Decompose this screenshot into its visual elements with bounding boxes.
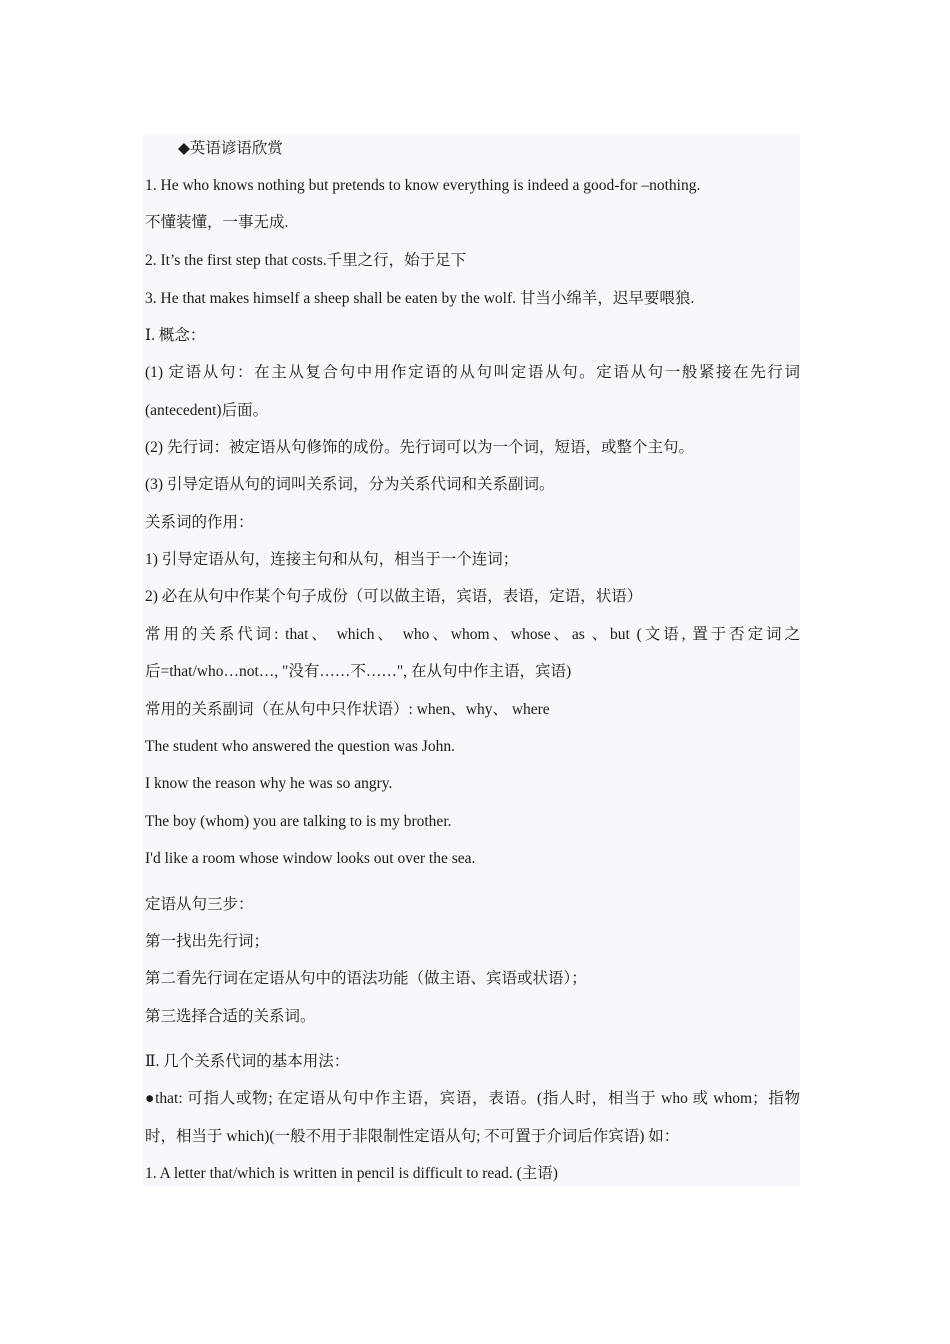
that-example-1: 1. A letter that/which is written in pencil is difficult to read. (主语) — [145, 1165, 558, 1182]
relative-pronouns-line-2: 后=that/who…not…, "没有……不……", 在从句中作主语，宾语) — [145, 663, 572, 680]
section-1-title: Ⅰ. 概念： — [145, 327, 206, 344]
proverb-2: 2. It’s the first step that costs.千里之行，始于足下 — [145, 252, 467, 269]
proverb-heading: ◆英语谚语欣赏 — [178, 140, 283, 157]
concept-3: (3) 引导定语从句的词叫关系词，分为关系代词和关系副词。 — [145, 476, 555, 493]
section-2-title: Ⅱ. 几个关系代词的基本用法： — [145, 1053, 350, 1070]
that-usage-line-1: ●that: 可指人或物; 在定语从句中作主语，宾语，表语。(指人时，相当于 who 或 whom；指物 — [145, 1090, 800, 1107]
role-1: 1) 引导定语从句，连接主句和从句，相当于一个连词； — [145, 551, 519, 568]
proverb-1-english: 1. He who knows nothing but pretends to know everything is indeed a good-for –nothing. — [145, 177, 701, 194]
role-title: 关系词的作用： — [145, 514, 254, 531]
example-3: The boy (whom) you are talking to is my brother. — [145, 813, 452, 830]
step-3: 第三选择合适的关系词。 — [145, 1008, 316, 1025]
example-1: The student who answered the question was John. — [145, 738, 455, 755]
concept-1-line-2: (antecedent)后面。 — [145, 402, 269, 419]
step-2: 第二看先行词在定语从句中的语法功能（做主语、宾语或状语）； — [145, 970, 587, 987]
concept-1-line-1: (1) 定语从句：在主从复合句中用作定语的从句叫定语从句。定语从句一般紧接在先行词 — [145, 364, 800, 381]
relative-adverbs: 常用的关系副词（在从句中只作状语）: when、why、 where — [145, 701, 550, 718]
proverb-3: 3. He that makes himself a sheep shall be eaten by the wolf. 甘当小绵羊，迟早要喂狼. — [145, 290, 695, 307]
example-4: I'd like a room whose window looks out over the sea. — [145, 850, 476, 867]
steps-title: 定语从句三步： — [145, 896, 254, 913]
that-usage-line-2: 时，相当于 which)(一般不用于非限制性定语从句; 不可置于介词后作宾语) 如： — [145, 1128, 680, 1145]
concept-2: (2) 先行词：被定语从句修饰的成份。先行词可以为一个词，短语，或整个主句。 — [145, 439, 694, 456]
example-2: I know the reason why he was so angry. — [145, 775, 393, 792]
role-2: 2) 必在从句中作某个句子成份（可以做主语，宾语，表语，定语，状语） — [145, 588, 643, 605]
relative-pronouns-line-1: 常用的关系代词: that、 which、 who、whom、whose、as 、but (文语, 置于否定词之 — [145, 626, 800, 643]
proverb-1-chinese: 不懂装懂，一事无成. — [145, 214, 289, 231]
step-1: 第一找出先行词； — [145, 933, 270, 950]
